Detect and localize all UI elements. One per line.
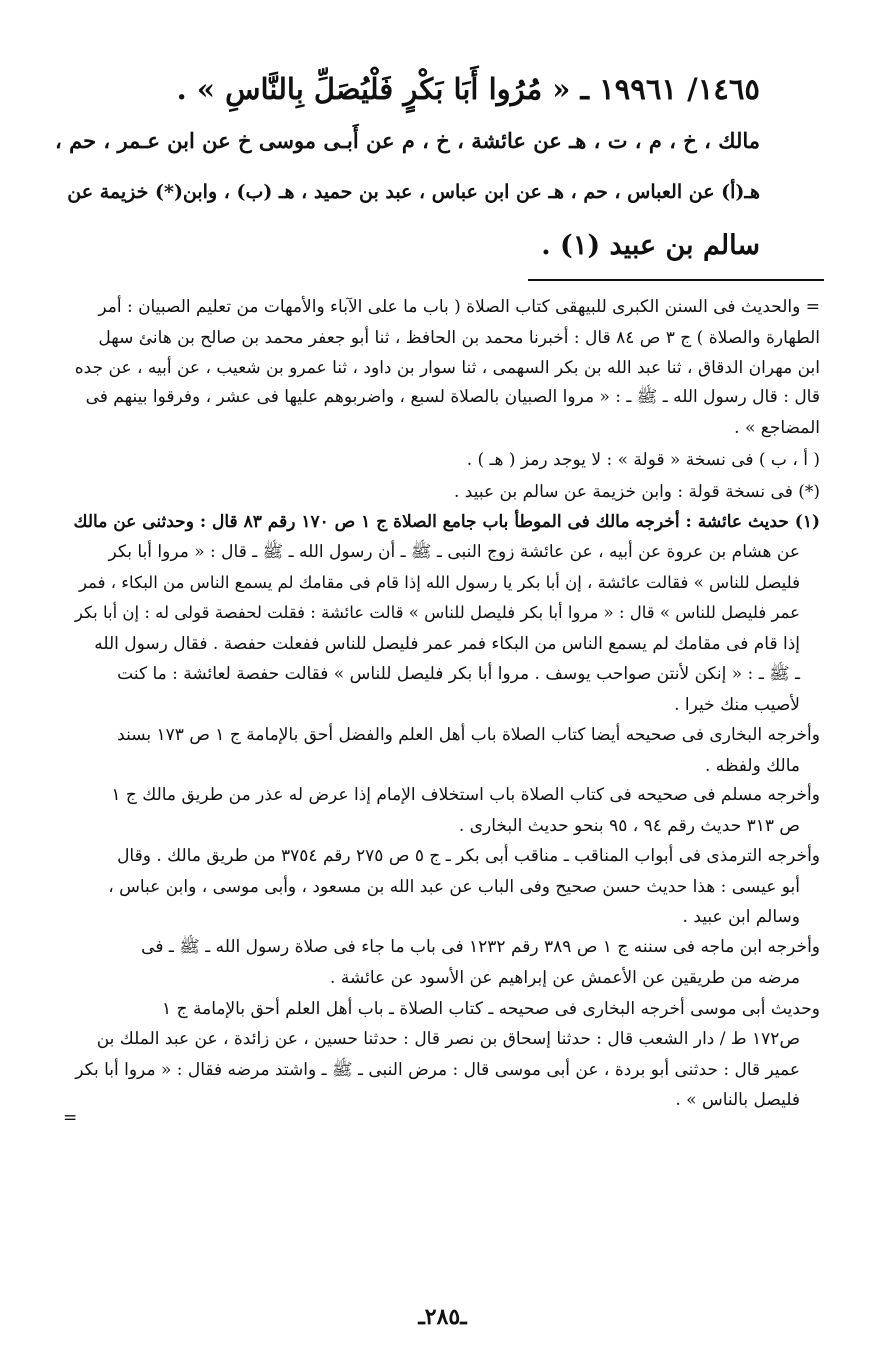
- footnote-divider: [528, 279, 824, 281]
- sources-line-1: مالك ، خ ، م ، ت ، هـ عن عائشة ، خ ، م عن أَبـى موسى خ عن ابن عـمر ، حم ،: [55, 128, 760, 153]
- footnote-line: عن هشام بن عروة عن أبيه ، عن عائشة زوج النبى ـ ﷺ ـ أن رسول الله ـ ﷺ ـ قال : « مروا أبا بكر: [108, 542, 800, 562]
- footnote-line: (*) فى نسخة قولة : وابن خزيمة عن سالم بن عبيد .: [454, 482, 820, 502]
- page-number: ـ٢٨٥ـ: [418, 1304, 467, 1330]
- footnote-continuation-mark: =: [63, 1108, 78, 1128]
- footnote-line: عمير قال : حدثنى أبو بردة ، عن أبى موسى قال : مرض النبى ـ ﷺ ـ واشتد مرضه فقال : « مروا أبا بكر: [75, 1060, 800, 1080]
- footnote-line: وسالم ابن عبيد .: [682, 907, 800, 927]
- footnote-line: ص١٧٢ ط / دار الشعب قال : حدثنا إسحاق بن نصر قال : حدثنا حسين ، عن زائدة ، عن عبد الملك بن: [96, 1029, 800, 1049]
- footnote-line: إذا قام فى مقامك لم يسمع الناس من البكاء فمر عمر فليصل للناس ففعلت حفصة . فقال رسول الله: [94, 634, 800, 654]
- footnote-line: ص ٣١٣ حديث رقم ٩٤ ، ٩٥ بنحو حديث البخارى .: [458, 816, 800, 836]
- footnote-line: = والحديث فى السنن الكبرى للبيهقى كتاب الصلاة ( باب ما على الآباء والأمهات من تعليم الصبيان : أمر: [98, 297, 820, 317]
- footnote-line: وحديث أبى موسى أخرجه البخارى فى صحيحه ـ كتاب الصلاة ـ باب أهل العلم أحق بالإمامة ج ١: [162, 999, 820, 1019]
- sources-line-2: هـ(أ) عن العباس ، حم ، هـ عن ابن عباس ، عبد بن حميد ، هـ (ب) ، وابن(*) خزيمة عن: [67, 181, 760, 203]
- hadith-header-line: ١٤٦٥/ ١٩٩٦١ ـ « مُرُوا أَبَا بَكْرٍ فَلْيُصَلِّ بِالنَّاسِ » .: [176, 72, 760, 106]
- footnote-line: أبو عيسى : هذا حديث حسن صحيح وفى الباب عن عبد الله بن مسعود ، وأبى موسى ، وابن عباس ،: [108, 877, 800, 897]
- footnote-line: الطهارة والصلاة ) ج ٣ ص ٨٤ قال : أخبرنا محمد بن الحافظ ، ثنا أبو جعفر محمد بن صالح بن هانئ سهل: [98, 328, 820, 348]
- footnote-line: وأخرجه مسلم فى صحيحه فى كتاب الصلاة باب استخلاف الإمام إذا عرض له عذر من طريق مالك ج ١: [111, 785, 820, 805]
- footnote-line: ( أ ، ب ) فى نسخة « قولة » : لا يوجد رمز ( هـ ) .: [466, 450, 820, 470]
- footnote-line: مالك ولفظه .: [704, 756, 800, 776]
- footnote-line: فليصل للناس » فقالت عائشة ، إن أبا بكر يا رسول الله إذا قام فى مقامك لم يسمع الناس من البكاء ، فمر: [78, 573, 800, 592]
- sources-line-3: سالم بن عبيد (١) .: [541, 230, 760, 261]
- footnote-line: (١) حديث عائشة : أخرجه مالك فى الموطأ باب جامع الصلاة ج ١ ص ١٧٠ رقم ٨٣ قال : وحدثنى عن مالك: [73, 512, 820, 532]
- footnote-line: مرضه من طريقين عن الأعمش عن إبراهيم عن الأسود عن عائشة .: [330, 968, 800, 988]
- footnote-line: وأخرجه ابن ماجه فى سننه ج ١ ص ٣٨٩ رقم ١٢٣٢ فى باب ما جاء فى صلاة رسول الله ـ ﷺ ـ فى: [141, 937, 820, 957]
- footnote-line: المضاجع » .: [734, 418, 820, 438]
- footnote-line: ابن مهران الدقاق ، ثنا عبد الله بن بكر السهمى ، ثنا سوار بن داود ، ثنا عمرو بن شعيب ، عن أبيه ، عن جده: [74, 358, 820, 378]
- footnote-line: قال : قال رسول الله ـ ﷺ ـ : « مروا الصبيان بالصلاة لسبع ، واضربوهم عليها فى عشر ، وفرقوا بينهم فى: [85, 387, 820, 407]
- footnote-line: فليصل بالناس » .: [675, 1090, 800, 1110]
- footnote-line: وأخرجه الترمذى فى أبواب المناقب ـ مناقب أبى بكر ـ ج ٥ ص ٢٧٥ رقم ٣٧٥٤ من طريق مالك . وقال: [117, 846, 820, 866]
- footnote-line: ـ ﷺ ـ : « إنكن لأنتن صواحب يوسف . مروا أبا بكر فليصل للناس » فقالت حفصة لعائشة : ما كنت: [117, 664, 800, 684]
- footnote-line: عمر فليصل للناس » قال : « مروا أبا بكر فليصل للناس » قالت عائشة : فقلت لحفصة قولى له : إن أبا بكر: [74, 603, 800, 622]
- footnote-line: لأصيب منك خيرا .: [674, 695, 800, 715]
- footnote-line: وأخرجه البخارى فى صحيحه أيضا كتاب الصلاة باب أهل العلم والفضل أحق بالإمامة ج ١ ص ١٧٣ بسند: [117, 725, 820, 745]
